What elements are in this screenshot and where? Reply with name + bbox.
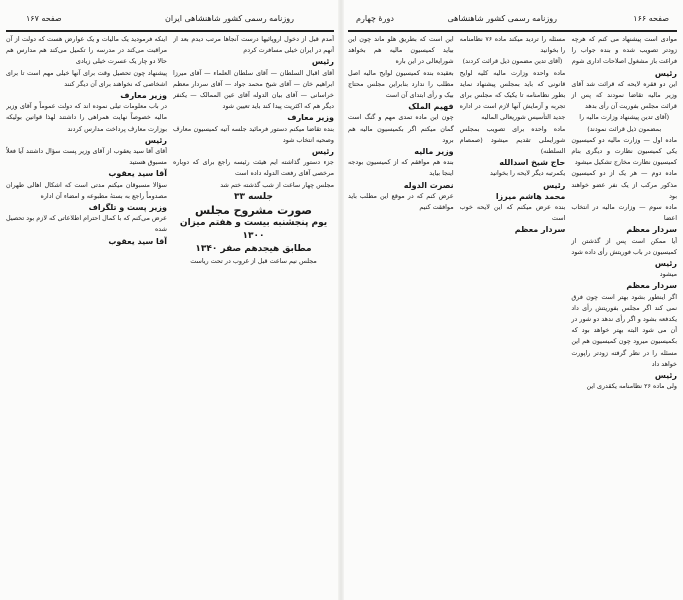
paragraph: در باب معلومات تیلی نموده اند که دولت عموماً و آقای وزیر مالیه خصوصاً نهایت همراهی را داشتند لهذا قوانین بولیکه بوزارت معارف پرداخت مدارس کردند: [6, 102, 167, 133]
speaker-name: آقا سید یعقوب: [108, 169, 167, 179]
paragraph: مجلس نیم ساعت قبل از غروب در تحت ریاست: [190, 256, 317, 265]
left-header-rule: [6, 30, 334, 32]
paragraph: ماده واحده برای تصویب بمجلس شورایملی تقدیم میشود (صمصام السلطنه): [459, 124, 566, 156]
right-page: [342, 0, 683, 600]
left-page-column-right: [173, 34, 334, 594]
speaker-name: رئیس: [654, 259, 677, 269]
paragraph: چون این ماده تمدی مهم و گنگ است گمان میکنم اگر بکمیسیون مالیه هم برود: [347, 113, 454, 144]
paragraph: (آقای تدین مضمون ذیل قرائت کردند): [462, 57, 563, 66]
paragraph: ماده واحده وزارت مالیه کلیه لوایح قانونی که باید بمجلس پیشنهاد نماید بطور نظامنامه تا یکیک که مجلس برای تجربه و آزمایش آنها لازم است در اداره جدید التأسیس شوریعالی المالیه: [459, 68, 566, 122]
paragraph: آمدم قبل از دخول اروپائیها درست آنجاها مرتب دیدم بعد از آنهم در ایران خیلی مسافرت کردم: [173, 35, 334, 55]
paragraph: مجلس چهار ساعت از شب گذشته ختم شد: [220, 180, 334, 189]
paragraph: آیا ممکن است پس از گذشتن از کمیسیون در باب فوریتش رأی داده شود: [571, 236, 677, 256]
paragraph: آقای اقبال السلطان — آقای سلطان العلماء — آقای میرزا ابراهیم خان — آقای شیخ محمد جواد — آقای سردار معظم خراسانی — آقای بیان الدوله آقای عین الممالک — یکنفر دیگر هم که اکثریت پیدا کند باید تعیین شود: [173, 68, 334, 111]
speaker-name: سردار معظم: [626, 225, 677, 235]
speaker-name: رئیس: [144, 135, 167, 145]
paragraph: جزء دستور گذاشته ایم هیئت رئیسه راجع برای که دوباره مرخصی آقای رفعت الدوله داده است: [173, 158, 334, 178]
left-page-column-left: [6, 34, 167, 594]
right-page-header: [348, 12, 677, 28]
speaker-name: آقا سید یعقوب: [108, 236, 167, 246]
right-page-column-left: [348, 34, 454, 594]
paragraph: ماده اول — وزارت مالیه دو کمیسیون یکی کمیسیون نظارت و دیگری بنام کمیسیون نظارت مخارج تشکیل میشود: [571, 135, 677, 167]
left-page: [0, 0, 340, 600]
speaker-name: محمد هاشم میرزا: [495, 191, 566, 201]
paragraph: اگر اینطور بشود بهتر است چون فرق نمی کند اگر مجلس بفوریتش رأی داد یکدفعه بشود و اگر رأی ندهد دو شور در آن می شود البته بهتر خواهد بود که بکمیسیون میرود چون کمیسیون هم این مسئله را در نظر گرفته زودتر راپورت خواهد داد: [571, 292, 677, 368]
right-page-number: صفحه ۱۶۶: [633, 14, 669, 23]
speaker-name: وزیر معارف: [120, 91, 167, 101]
speaker-name: رئیس: [311, 57, 334, 67]
speaker-name: رئیس: [654, 371, 677, 381]
speaker-name: سردار معظم: [626, 281, 677, 291]
speaker-name: رئیس: [654, 68, 677, 78]
paragraph: بنده هم موافقم که از کمیسیون بودجه اینجا بیاید: [347, 158, 454, 178]
right-page-column-right: [571, 34, 677, 594]
session-heading: جلسه ۳۳: [234, 191, 273, 202]
paragraph: بعقیده بنده کمیسیون لوایح مالیه اصل مطلب را ندارد بنابراین مجلس محتاج بیک و رأی ابتدای آن است: [347, 68, 454, 100]
speaker-name: حاج شیخ اسدالله: [499, 158, 566, 168]
paragraph: بنده تقاضا میکنم دستور فرمائید جلسه آتیه کمیسیون معارف وصحیه انتخاب شود: [173, 124, 334, 144]
right-page-columns: [348, 34, 677, 594]
paragraph: میشود: [659, 270, 677, 279]
left-page-number: صفحه ۱۶۷: [26, 14, 62, 23]
speaker-name: رئیس: [543, 180, 566, 190]
left-page-header: [6, 12, 334, 28]
paragraph: ماده دوم — هر یک از دو کمیسیون مذکور مرکب از یک نفر عضو خواهند بود: [571, 169, 677, 200]
right-page-column-middle: [460, 34, 566, 594]
session-heading: مطابق هیجدهم صفر ۱۳۴۰: [195, 243, 312, 254]
paragraph: (آقای تدین پیشنهاد وزارت مالیه را بمضمون ذیل قرائت نمودند): [579, 113, 670, 133]
paragraph: مسئله را تردید میکند ماده ۷۶ نظامنامه را بخوانید: [459, 35, 566, 55]
right-page-title: روزنامه رسمی کشور شاهنشاهی: [447, 14, 557, 23]
speaker-name: نصرت الدوله: [403, 180, 454, 190]
session-heading: صورت مشروح مجلس: [195, 203, 312, 217]
left-page-columns: [6, 34, 334, 594]
paragraph: عرض کنم که در موقع این مطلب باید موافقت کنیم: [347, 191, 454, 212]
paragraph: عرض می‌کنم که با کمال احترام اطلاعاتی که لازم بود تحصیل شده: [6, 214, 167, 234]
paragraph: آقای آقا سید یعقوب از آقای وزیر پست سؤال داشتند آیا فعلاً مسبوق هستید: [6, 147, 167, 167]
paragraph: این دو فقره لایحه که قرائت شد آقای وزیر مالیه تقاضا نمودند که پس از قرائت مجلس بفوریت آن رأی بدهد: [571, 79, 677, 111]
paragraph: ولی ماده ۲۶ نظامنامه یکقدری این: [586, 382, 677, 391]
right-header-rule: [348, 30, 677, 32]
right-page-section: دورهٔ چهارم: [356, 14, 394, 23]
paragraph: این است که بطریق هلو ماند چون این بیاید کمیسیون مالیه هم بخواهد شورایعالی در این باره: [347, 35, 454, 66]
speaker-name: وزیر پست و تلگراف: [88, 203, 167, 213]
paragraph: پیشنهاد چون تحصیل وقت برای آنها خیلی مهم است تا برای اشخاصی که نخواهند برای آن دیگر کنند: [6, 68, 167, 88]
speaker-name: رئیس: [311, 147, 334, 157]
speaker-name: سردار معظم: [514, 225, 566, 235]
left-page-title: روزنامه رسمی کشور شاهنشاهی ایران: [165, 14, 294, 23]
session-heading: یوم پنجشنبه بیست و هفتم میزان ۱۳۰۰: [179, 217, 328, 241]
speaker-name: وزیر معارف: [287, 113, 334, 123]
speaker-name: فهیم الملک: [408, 102, 454, 112]
paragraph: سؤالا مسبوقان میکنم مدتی است که اشکال اهالی طهران مصدوماً راجع به بستهٔ مطبوعه و امضاء آن اداره: [6, 180, 167, 200]
paragraph: اینکه فرمودید یک مالیات و یک عوارض هست که دولت از آن مراقبت می‌کند در مدرسه را تکمیل می‌کند هم مدارس هم حالا دو چار یک عسرت خیلی زیادی: [6, 35, 167, 66]
paragraph: موادی است پیشنهاد می کنم که هرچه زودتر تصویب شده و بنده جواب را فراغت باز مشغول اصلاحات اداری شوم: [571, 35, 677, 66]
paragraph: بنده عرض میکنم که این لایحه خوب است: [459, 203, 566, 223]
paragraph: یکمرتبه دیگر لایحه را بخوانید: [489, 169, 566, 178]
speaker-name: وزیر مالیه: [414, 147, 454, 157]
paragraph: ماده سوم — وزارت مالیه در انتخاب اعضا: [571, 203, 677, 223]
